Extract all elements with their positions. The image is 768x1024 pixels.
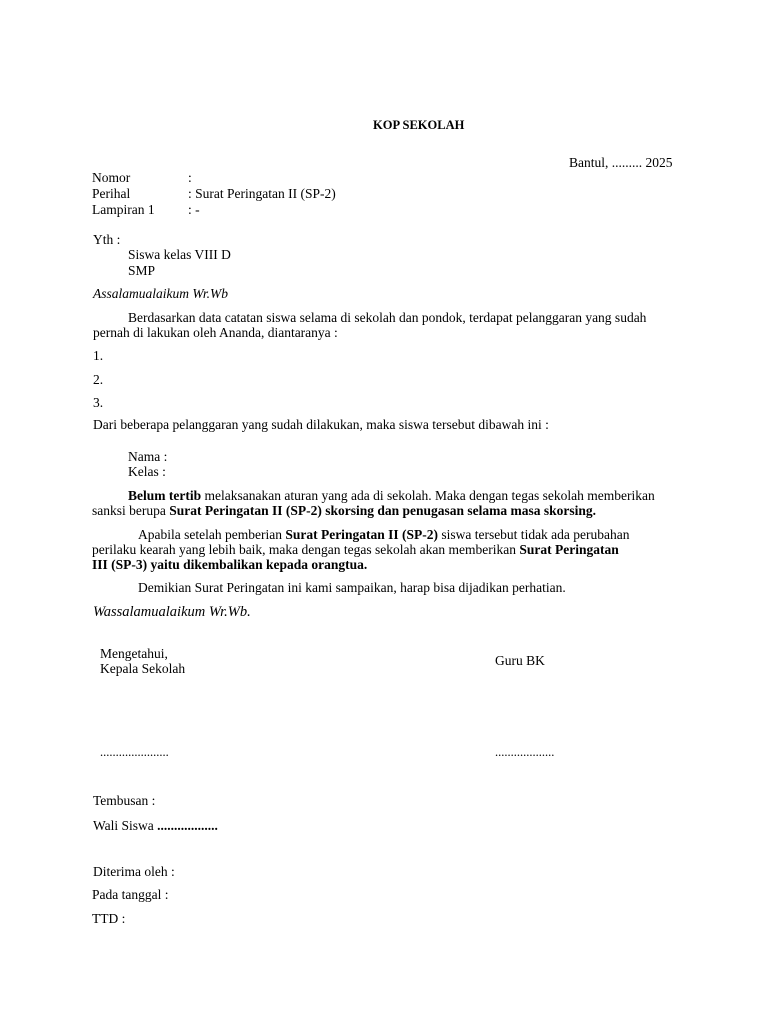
bold-phrase: Surat Peringatan II (SP-2) skorsing dan penugasan selama masa skorsing.	[169, 503, 597, 518]
received-by-label: Diterima oleh :	[93, 864, 175, 879]
student-name-label: Nama :	[128, 449, 168, 464]
text-run: Apabila setelah pemberian	[138, 527, 286, 542]
signature-left-line-1: Mengetahui,	[100, 646, 168, 661]
bold-phrase: Surat Peringatan	[519, 542, 619, 557]
bold-phrase: III (SP-3) yaitu dikembalikan kepada orangtua.	[92, 557, 368, 572]
bold-phrase: Belum tertib	[128, 488, 202, 503]
tembusan-label: Tembusan :	[93, 793, 156, 808]
wali-siswa-label: Wali Siswa	[93, 818, 158, 833]
farewell: Wassalamualaikum Wr.Wb.	[93, 604, 251, 620]
yth-label: Yth :	[93, 232, 121, 247]
text-run: perilaku kearah yang lebih baik, maka dengan tegas sekolah akan memberikan	[92, 542, 520, 557]
signature-right-title: Guru BK	[495, 653, 545, 668]
intro-line-2: pernah di lakukan oleh Ananda, diantaranya :	[93, 325, 338, 340]
signature-ttd-label: TTD :	[92, 911, 126, 926]
wali-siswa-line	[93, 818, 218, 834]
closing-statement: Demikian Surat Peringatan ini kami sampaikan, harap bisa dijadikan perhatian.	[138, 580, 566, 595]
letterhead-title: KOP SEKOLAH	[373, 118, 465, 132]
signature-left-line-2: Kepala Sekolah	[100, 661, 186, 676]
paragraph-1-line-1	[128, 488, 655, 504]
violation-item: 2.	[93, 372, 104, 387]
lampiran-label: Lampiran 1	[92, 202, 155, 217]
signature-left-dots: ......................	[100, 745, 169, 759]
text-run: siswa tersebut tidak ada perubahan	[437, 527, 630, 542]
text-run: sanksi berupa	[92, 503, 170, 518]
violation-item: 3.	[93, 395, 104, 410]
perihal-value: : Surat Peringatan II (SP-2)	[188, 186, 336, 201]
place-date: Bantul, ......... 2025	[569, 155, 673, 170]
paragraph-2-line-1	[138, 527, 630, 543]
recipient-school: SMP	[128, 263, 156, 278]
recipient-class: Siswa kelas VIII D	[128, 247, 231, 262]
paragraph-2-line-3	[92, 557, 367, 573]
text-run: melaksanakan aturan yang ada di sekolah. Maka dengan tegas sekolah memberikan	[201, 488, 655, 503]
received-date-label: Pada tanggal :	[92, 887, 169, 902]
bold-phrase: Surat Peringatan II (SP-2)	[285, 527, 438, 542]
student-class-label: Kelas :	[128, 464, 166, 479]
nomor-value: :	[188, 170, 192, 185]
paragraph-1-line-2	[92, 503, 596, 519]
perihal-label: Perihal	[92, 186, 131, 201]
lampiran-value: : -	[188, 202, 200, 217]
intro-line-1: Berdasarkan data catatan siswa selama di sekolah dan pondok, terdapat pelanggaran yang sudah	[128, 310, 647, 325]
nomor-label: Nomor	[92, 170, 131, 185]
wali-siswa-dots: ..................	[157, 818, 218, 833]
signature-right-dots: ...................	[495, 745, 555, 759]
greeting: Assalamualaikum Wr.Wb	[93, 286, 228, 301]
paragraph-2-line-2	[92, 542, 619, 558]
violations-summary: Dari beberapa pelanggaran yang sudah dilakukan, maka siswa tersebut dibawah ini :	[93, 417, 549, 432]
violation-item: 1.	[93, 348, 104, 363]
